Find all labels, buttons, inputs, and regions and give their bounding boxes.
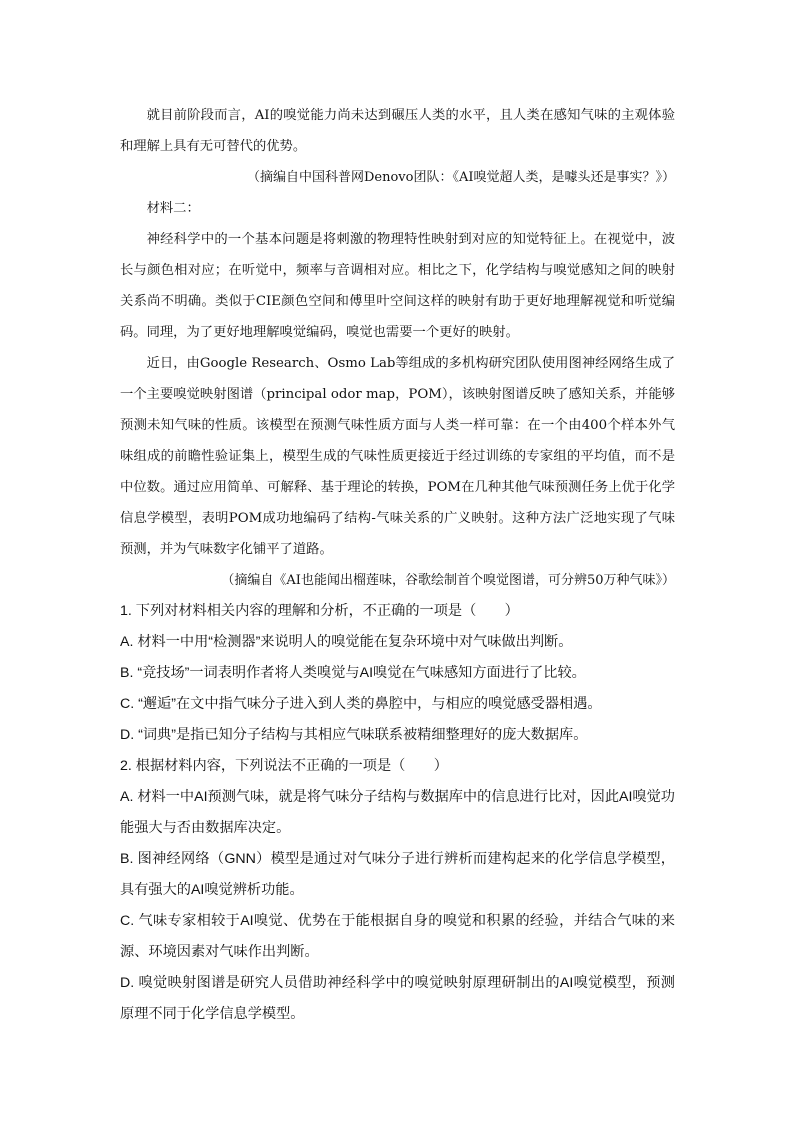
question-1-option-d: D. “词典”是指已知分子结构与其相应气味联系被精细整理好的庞大数据库。 <box>120 727 588 743</box>
question-2-option-d: D. 嗅觉映射图谱是研究人员借助神经科学中的嗅觉映射原理研制出的AI嗅觉模型，预测原理不同于化学信息学模型。 <box>120 975 675 1022</box>
question-1 <box>120 596 675 751</box>
question-2-option-a: A. 材料一中AI预测气味，就是将气味分子结构与数据库中的信息进行比对，因此AI嗅觉功能强大与否由数据库决定。 <box>120 789 675 836</box>
question-1-stem: 1. 下列对材料相关内容的理解和分析，不正确的一项是（ ） <box>120 603 519 619</box>
passage2-paragraph-1: 神经科学中的一个基本问题是将刺激的物理特性映射到对应的知觉特征上。在视觉中，波长与颜色相对应；在听觉中，频率与音调相对应。相比之下，化学结构与嗅觉感知之间的映射关系尚不明确。类似于CIE颜色空间和傅里叶空间这样的映射有助于更好地理解视觉和听觉编码。同理，为了更好地理解嗅觉编码，嗅觉也需要一个更好的映射。 <box>120 232 675 340</box>
passage2-source-citation: （摘编自《AI也能闻出榴莲味，谷歌绘制首个嗅觉图谱，可分辨50万种气味》） <box>221 573 675 588</box>
question-2-option-b: B. 图神经网络（GNN）模型是通过对气味分子进行辨析而建构起来的化学信息学模型，具有强大的AI嗅觉辨析功能。 <box>120 851 675 898</box>
material-two-heading: 材料二： <box>146 201 200 216</box>
question-2 <box>120 751 675 1030</box>
question-2-stem: 2. 根据材料内容，下列说法不正确的一项是（ ） <box>120 758 448 774</box>
passage1-closing-paragraph: 就目前阶段而言，AI的嗅觉能力尚未达到碾压人类的水平，且人类在感知气味的主观体验和理解上具有无可替代的优势。 <box>120 108 675 154</box>
page-content <box>120 100 675 1030</box>
question-1-option-c: C. “邂逅”在文中指气味分子进入到人类的鼻腔中，与相应的嗅觉感受器相遇。 <box>120 696 602 712</box>
question-1-option-b: B. “竞技场”一词表明作者将人类嗅觉与AI嗅觉在气味感知方面进行了比较。 <box>120 665 586 681</box>
passage1-source-citation: （摘编自中国科普网Denovo团队：《AI嗅觉超人类，是噱头还是事实？》） <box>246 170 675 185</box>
question-2-option-c: C. 气味专家相较于AI嗅觉、优势在于能根据自身的嗅觉和积累的经验，并结合气味的来源、环境因素对气味作出判断。 <box>120 913 675 960</box>
question-1-option-a: A. 材料一中用“检测器”来说明人的嗅觉能在复杂环境中对气味做出判断。 <box>120 634 573 650</box>
passage2-paragraph-2: 近日，由Google Research、Osmo Lab等组成的多机构研究团队使用图神经网络生成了一个主要嗅觉映射图谱（principal odor map，POM），该映射图谱反映了感知关系，并能够预测未知气味的性质。该模型在预测气味性质方面与人类一样可靠：在一个由400个样本外气味组成的前瞻性验证集上，模型生成的气味性质更接近于经过训练的专家组的平均值，而不是中位数。通过应用简单、可解释、基于理论的转换，POM在几种其他气味预测任务上优于化学信息学模型，表明POM成功地编码了结构-气味关系的广义映射。这种方法广泛地实现了气味预测，并为气味数字化铺平了道路。 <box>120 356 675 557</box>
